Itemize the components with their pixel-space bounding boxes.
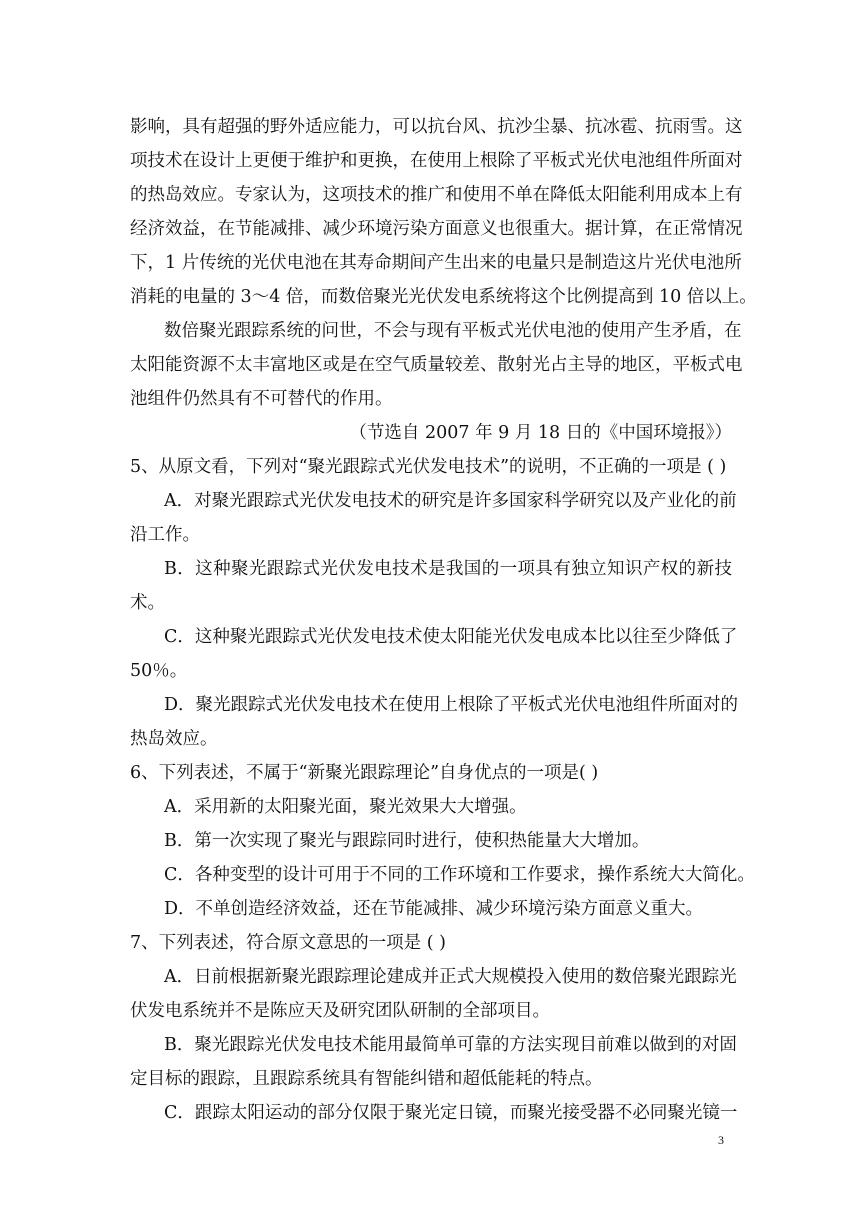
paragraph-line: 池组件仍然具有不可替代的作用。 bbox=[130, 389, 393, 409]
option-d: D．聚光跟踪式光伏发电技术在使用上根除了平板式光伏电池组件所面对的 bbox=[164, 695, 739, 715]
paragraph-line: 的热岛效应。专家认为，这项技术的推广和使用不单在降低太阳能利用成本上有 bbox=[130, 185, 743, 205]
option-c: C．跟踪太阳运动的部分仅限于聚光定日镜，而聚光接受器不必同聚光镜一 bbox=[164, 1103, 738, 1123]
paragraph-line: 数倍聚光跟踪系统的问世，不会与现有平板式光伏电池的使用产生矛盾，在 bbox=[164, 321, 742, 341]
paragraph-line: 项技术在设计上更便于维护和更换，在使用上根除了平板式光伏电池组件所面对 bbox=[130, 151, 743, 171]
paragraph-line: 消耗的电量的 3～4 倍，而数倍聚光光伏发电系统将这个比例提高到 10 倍以上。 bbox=[130, 287, 757, 307]
option-d: D．不单创造经济效益，还在节能减排、减少环境污染方面意义重大。 bbox=[164, 899, 704, 919]
option-a: A．对聚光跟踪式光伏发电技术的研究是许多国家科学研究以及产业化的前 bbox=[164, 491, 737, 511]
option-d-cont: 热岛效应。 bbox=[130, 729, 218, 749]
option-c: C．这种聚光跟踪式光伏发电技术使太阳能光伏发电成本比以往至少降低了 bbox=[164, 627, 738, 647]
paragraph-line: 经济效益，在节能减排、减少环境污染方面意义也很重大。据计算，在正常情况 bbox=[130, 219, 743, 239]
question-stem: 6、下列表述，不属于“新聚光跟踪理论”自身优点的一项是( ) bbox=[130, 763, 599, 783]
option-b: B．这种聚光跟踪式光伏发电技术是我国的一项具有独立知识产权的新技 bbox=[164, 559, 732, 579]
page-number: 3 bbox=[718, 1133, 724, 1147]
option-c-cont: 50％。 bbox=[130, 661, 188, 681]
option-c: C．各种变型的设计可用于不同的工作环境和工作要求，操作系统大大简化。 bbox=[164, 865, 755, 885]
paragraph-line: 太阳能资源不太丰富地区或是在空气质量较差、散射光占主导的地区，平板式电 bbox=[130, 355, 743, 375]
question-stem: 5、从原文看，下列对“聚光跟踪式光伏发电技术”的说明，不正确的一项是 ( ) bbox=[130, 457, 727, 477]
option-a: A．日前根据新聚光跟踪理论建成并正式大规模投入使用的数倍聚光跟踪光 bbox=[164, 967, 737, 987]
paragraph-line: 影响，具有超强的野外适应能力，可以抗台风、抗沙尘暴、抗冰雹、抗雨雪。这 bbox=[130, 117, 743, 137]
question-stem: 7、下列表述，符合原文意思的一项是 ( ) bbox=[130, 933, 446, 953]
option-b: B．第一次实现了聚光与跟踪同时进行，使积热能量大大增加。 bbox=[164, 831, 650, 851]
option-a-cont: 伏发电系统并不是陈应天及研究团队研制的全部项目。 bbox=[130, 1001, 550, 1021]
option-b-cont: 术。 bbox=[130, 593, 165, 613]
option-a: A．采用新的太阳聚光面，聚光效果大大增强。 bbox=[164, 797, 527, 817]
paragraph-line: 下，1 片传统的光伏电池在其寿命期间产生出来的电量只是制造这片光伏电池所 bbox=[130, 253, 742, 273]
option-b: B．聚光跟踪光伏发电技术能用最简单可靠的方法实现目前难以做到的对固 bbox=[164, 1035, 737, 1055]
option-b-cont: 定目标的跟踪，且跟踪系统具有智能纠错和超低能耗的特点。 bbox=[130, 1069, 603, 1089]
option-a-cont: 沿工作。 bbox=[130, 525, 200, 545]
source-citation: （节选自 2007 年 9 月 18 日的《中国环境报》） bbox=[349, 423, 732, 443]
